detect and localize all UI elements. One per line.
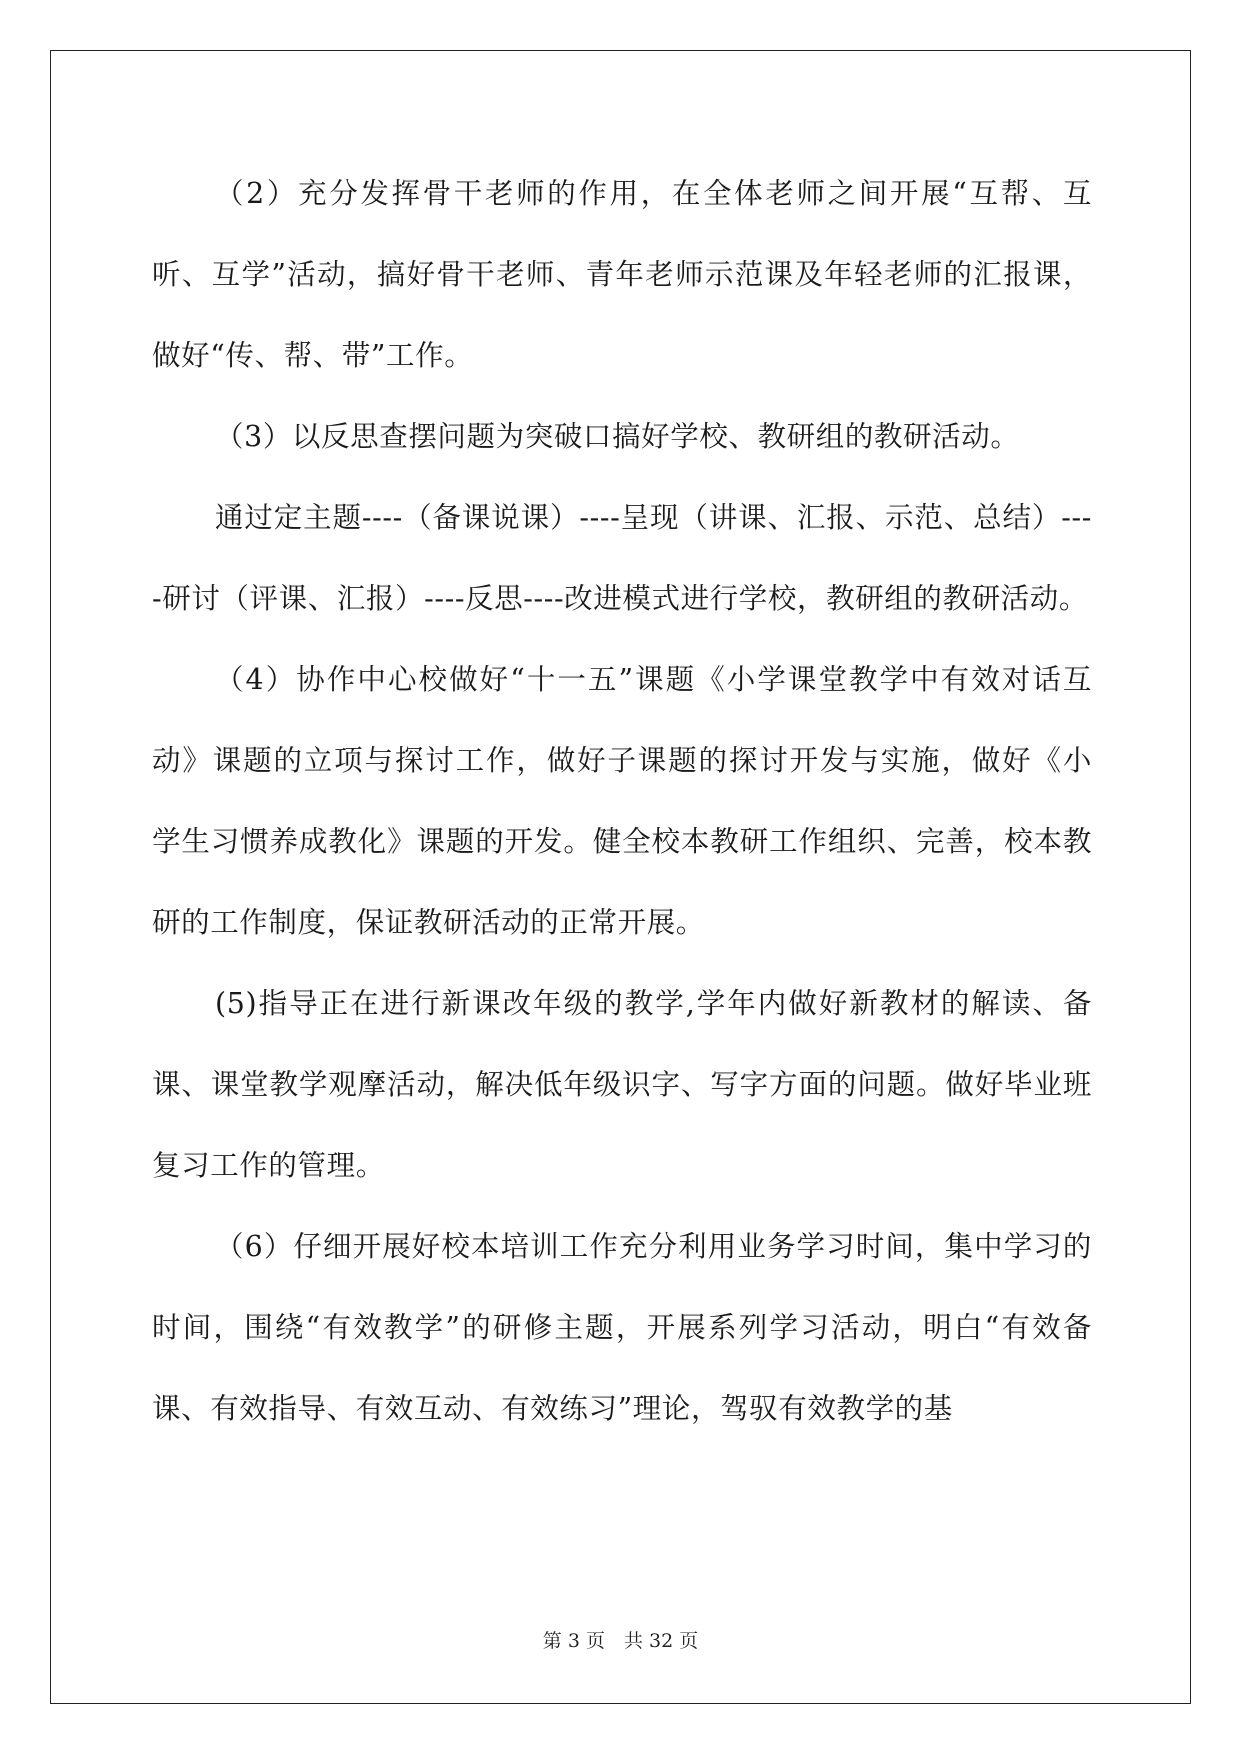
- paragraph-2: （3）以反思查摆问题为突破口搞好学校、教研组的教研活动。: [215, 420, 1020, 453]
- paragraph-6: （6）仔细开展好校本培训工作充分利用业务学习时间，集中学习的时间，围绕“有效教学”的研修主题，开展系列学习活动，明白“有效备课、有效指导、有效互动、有效练习”理论，驾驭有效教学的基: [152, 1230, 1092, 1425]
- paragraph-1: （2）充分发挥骨干老师的作用，在全体老师之间开展“互帮、互听、互学”活动，搞好骨干老师、青年老师示范课及年轻老师的汇报课，做好“传、帮、带”工作。: [152, 177, 1092, 372]
- paragraph-5: (5)指导正在进行新课改年级的教学,学年内做好新教材的解读、备课、课堂教学观摩活动，解决低年级识字、写字方面的问题。做好毕业班复习工作的管理。: [152, 987, 1092, 1182]
- paragraph-4: （4）协作中心校做好“十一五”课题《小学课堂教学中有效对话互动》课题的立项与探讨工作，做好子课题的探讨开发与实施，做好《小 学生习惯养成教化》课题的开发。健全校本教研工作组织、完善，校本教研的工作制度，保证教研活动的正常开展。: [152, 663, 1092, 939]
- document-body: [152, 153, 1092, 1449]
- page-footer: [0, 1626, 1241, 1653]
- page-number: 第 3 页 共 32 页: [542, 1630, 699, 1652]
- paragraph-3: 通过定主题----（备课说课）----呈现（讲课、汇报、示范、总结）----研讨（评课、汇报）----反思----改进模式进行学校，教研组的教研活动。: [152, 501, 1092, 615]
